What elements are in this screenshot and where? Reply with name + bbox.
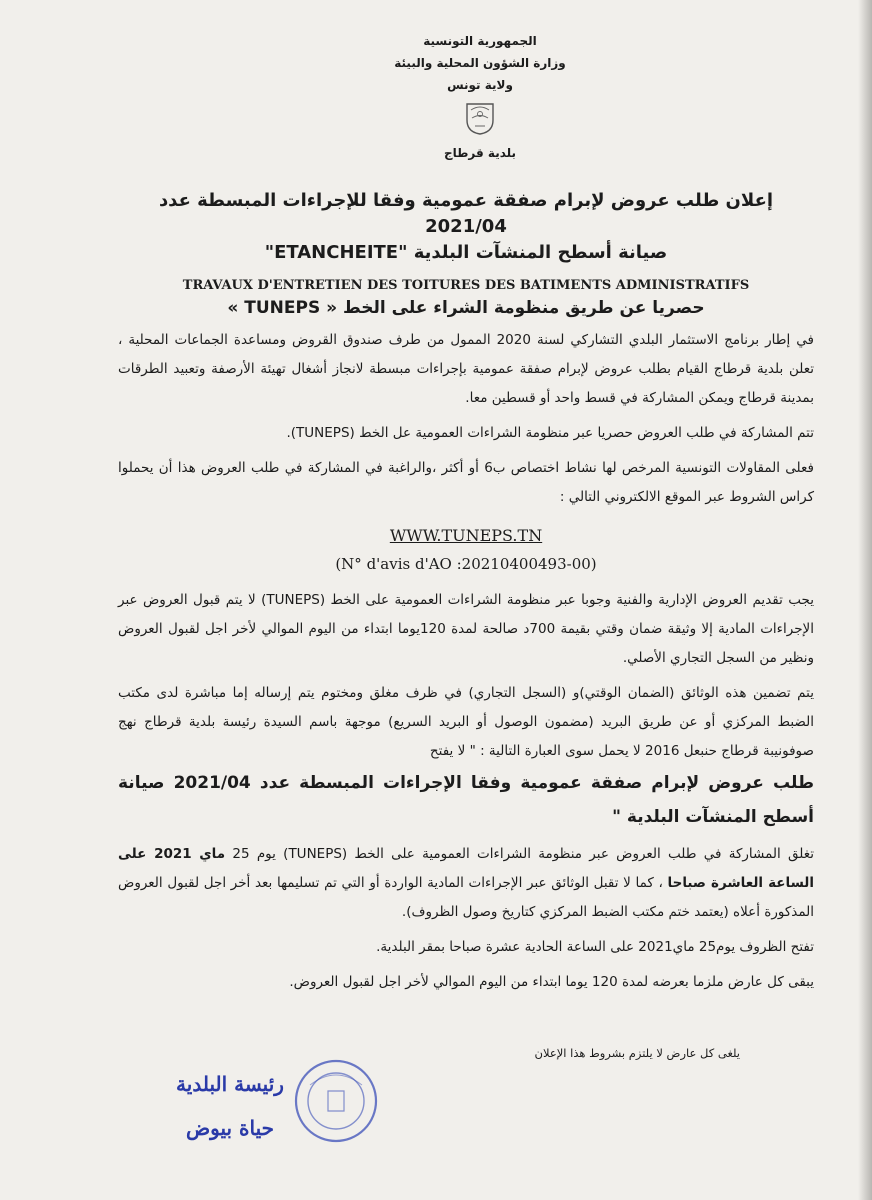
announcement-subject: صيانة أسطح المنشآت البلدية "ETANCHEITE" xyxy=(264,242,668,263)
signature-block xyxy=(160,1062,300,1150)
signature-name: حياة بيوض xyxy=(185,1116,275,1140)
paragraph-participation: تتم المشاركة في طلب العروض حصريا عبر منظومة الشراءات العمومية عل الخط (TUNEPS). xyxy=(286,425,814,441)
announcement-title: إعلان طلب عروض لإبرام صفقة عمومية وفقا للإجراءات المبسطة عدد 2021/04 xyxy=(158,190,774,237)
paragraph-submission: يجب تقديم العروض الإدارية والفنية وجوبا عبر منظومة الشراءات العمومية على الخط (TUNEPS) لا يتم قبول العروض عبر الإجراءات المادية إلا وثيقة ضمان وقتي بقيمة 700د صالحة لمدة 120يوما ابتداء من اليوم الموالي لأخر اجل لقبول العروض ونظير من السجل التجاري الأصلي. xyxy=(118,592,815,666)
letterhead xyxy=(380,30,580,164)
paragraph-validity: يبقى كل عارض ملزما بعرضه لمدة 120 يوما ابتداء من اليوم الموالي لأخر اجل لقبول العروض. xyxy=(289,974,814,990)
official-stamp-icon xyxy=(290,1055,382,1147)
page-edge-shadow xyxy=(858,0,872,1200)
letterhead-municipality: بلدية قرطاج xyxy=(443,146,517,160)
deadline-date: ماي 2021 على الساعة العاشرة صباحا xyxy=(118,846,815,891)
signature-title: رئيسة البلدية xyxy=(176,1072,284,1096)
paragraph-opening: تفتح الظروف يوم25 ماي2021 على الساعة الحادية عشرة صباحا بمقر البلدية. xyxy=(376,939,814,955)
letterhead-ministry: وزارة الشؤون المحلية والبيئة xyxy=(394,56,566,70)
letterhead-republic: الجمهورية التونسية xyxy=(423,34,537,48)
letterhead-governorate: ولاية تونس xyxy=(447,78,513,92)
cancellation-note: يلغى كل عارض لا يلتزم بشروط هذا الإعلان xyxy=(534,1046,740,1060)
deadline-rest: ، كما لا تقبل الوثائق عبر الإجراءات المادية الواردة أو التي تم تسليمها بعد أخر اجل لقبول العروض المذكورة أعلاه (يعتمد ختم مكتب الضبط المركزي كتاريخ وصول الظروف). xyxy=(118,875,814,920)
envelope-mention: طلب عروض لإبرام صفقة عمومية وفقا الإجراءات المبسطة عدد 2021/04 صيانة أسطح المنشآت البلدية " xyxy=(118,773,814,827)
paragraph-deadline xyxy=(118,840,814,927)
announcement-body xyxy=(118,188,814,997)
paragraph-documents: يتم تضمين هذه الوثائق (الضمان الوقتي)و (السجل التجاري) في ظرف مغلق ومختوم يتم إرساله إما مباشرة لدى مكتب الضبط المركزي أو عن طريق البريد (مضمون الوصول أو البريد السريع) موجهة باسم السيدة رئيسة بلدية قرطاج نهج صوفونيبة قرطاج حنبعل 2016 لا يحمل سوى العبارة التالية : " لا يفتح xyxy=(118,685,814,759)
coat-of-arms-icon xyxy=(463,100,497,136)
tuneps-link[interactable]: WWW.TUNEPS.TN xyxy=(389,526,543,545)
deadline-intro: تغلق المشاركة في طلب العروض عبر منظومة الشراءات العمومية على الخط (TUNEPS) يوم 25 xyxy=(232,846,814,862)
paragraph-eligibility: فعلى المقاولات التونسية المرخص لها نشاط اختصاص ب6 أو أكثر ،والراغبة في المشاركة في طلب العروض هذا أن يحملوا كراس الشروط عبر الموقع الالكتروني التالي : xyxy=(118,460,814,505)
tuneps-notice: حصريا عن طريق منظومة الشراء على الخط « TUNEPS » xyxy=(227,298,705,318)
avis-number: (N° d'avis d'AO :20210400493-00) xyxy=(335,555,597,573)
paragraph-program: في إطار برنامج الاستثمار البلدي التشاركي لسنة 2020 الممول من طرف صندوق القروض ومساعدة الجماعات المحلية ، تعلن بلدية قرطاج القيام بطلب عروض لإبرام صفقة عمومية بإجراءات مبسطة لانجاز أشغال تهيئة الأرصفة وتعبيد الطرقات بمدينة قرطاج ويمكن المشاركة في قسط واحد أو قسطين معا. xyxy=(118,332,814,406)
french-title: TRAVAUX D'ENTRETIEN DES TOITURES DES BATIMENTS ADMINISTRATIFS xyxy=(182,278,750,293)
